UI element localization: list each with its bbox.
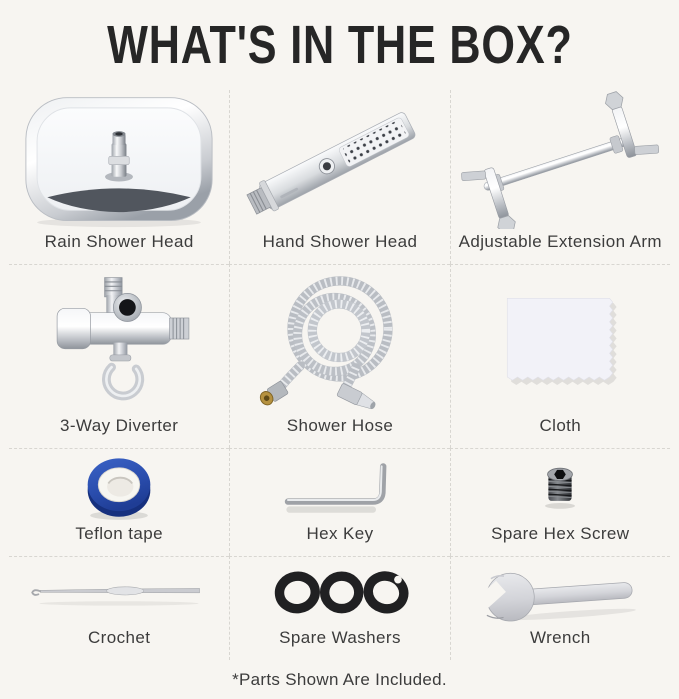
grid-item-spare-hex-screw bbox=[450, 448, 670, 556]
shower-hose-image bbox=[230, 265, 449, 414]
item-label: Hand Shower Head bbox=[262, 232, 418, 251]
footnote: *Parts Shown Are Included. bbox=[232, 669, 447, 689]
hex-key-image bbox=[230, 449, 449, 522]
item-label: Rain Shower Head bbox=[44, 232, 194, 251]
grid-item-crochet bbox=[9, 556, 229, 660]
item-label: Spare Hex Screw bbox=[491, 524, 630, 543]
grid-item-extension-arm bbox=[450, 90, 670, 264]
teflon-tape-image bbox=[9, 449, 229, 522]
item-label: Cloth bbox=[539, 416, 582, 435]
wrench-image bbox=[451, 557, 670, 626]
spare-washers-image bbox=[230, 557, 449, 626]
item-label: 3-Way Diverter bbox=[60, 416, 179, 435]
grid-item-hex-key bbox=[229, 448, 449, 556]
item-label: Adjustable Extension Arm bbox=[458, 232, 662, 251]
items-grid bbox=[9, 90, 670, 660]
grid-item-shower-hose bbox=[229, 264, 449, 448]
footer bbox=[0, 660, 679, 699]
item-label: Teflon tape bbox=[75, 524, 163, 543]
rain-shower-head-image bbox=[9, 90, 229, 230]
cloth-image bbox=[451, 265, 670, 414]
title-bar bbox=[0, 0, 679, 90]
item-label: Shower Hose bbox=[286, 416, 394, 435]
grid-item-teflon-tape bbox=[9, 448, 229, 556]
item-label: Spare Washers bbox=[279, 628, 401, 647]
spare-hex-screw-image bbox=[451, 449, 670, 522]
grid-item-wrench bbox=[450, 556, 670, 660]
grid-item-rain-shower-head bbox=[9, 90, 229, 264]
page-title: WHAT'S IN THE BOX? bbox=[106, 15, 573, 75]
item-label: Hex Key bbox=[306, 524, 374, 543]
item-label: Crochet bbox=[88, 628, 151, 647]
grid-item-hand-shower-head bbox=[229, 90, 449, 264]
grid-item-spare-washers bbox=[229, 556, 449, 660]
grid-item-three-way-diverter bbox=[9, 264, 229, 448]
hand-shower-head-image bbox=[230, 90, 449, 230]
extension-arm-image bbox=[451, 90, 670, 230]
crochet-image bbox=[9, 557, 229, 626]
item-label: Wrench bbox=[529, 628, 591, 647]
three-way-diverter-image bbox=[9, 265, 229, 414]
grid-item-cloth bbox=[450, 264, 670, 448]
